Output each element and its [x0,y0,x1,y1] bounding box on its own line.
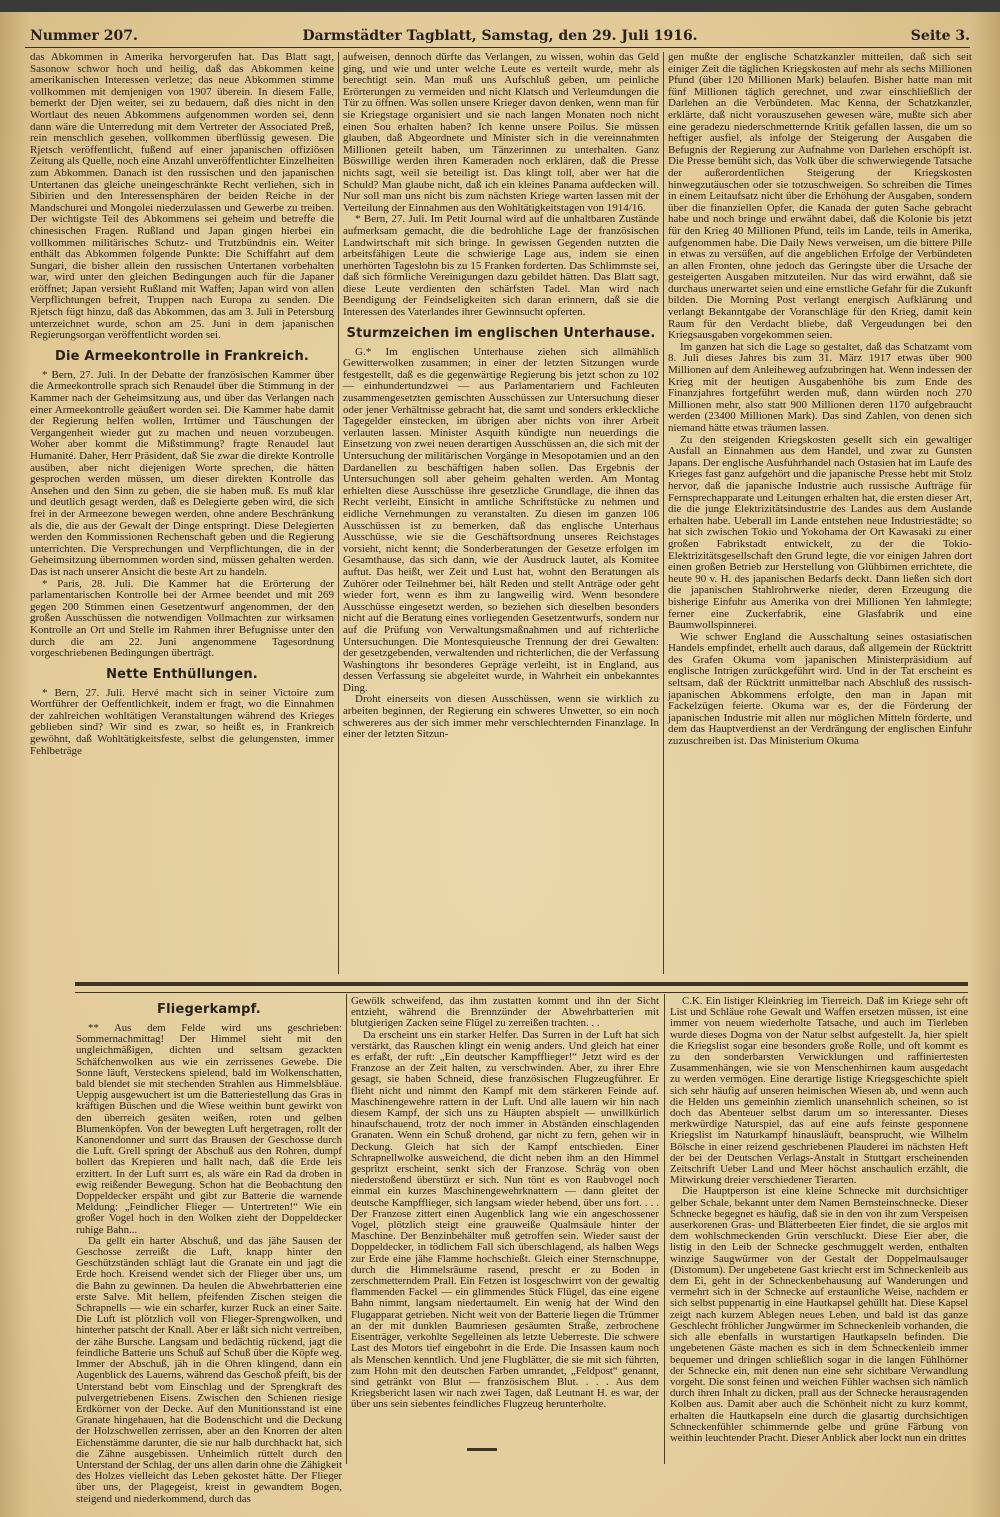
feuilleton-divider [75,982,968,993]
article-paragraph: * Bern, 27. Juli. Im Petit Journal wird auf die unhaltbaren Zustände aufmerksam gemacht, die die bedrohliche Lage der französischen Landwirtschaft mit sich bringe. In gewissen Gegenden nutzten die arbeitsfähigen Leute die schwierige Lage aus, indem sie einen unerhörten Tageslohn bis zu 15 Franken forderten. Das Schlimmste sei, daß sich förmliche Vereinigungen dazu gebildet hätten. Das Blatt sagt, diese Leute verdienten den schärfsten Tadel. Man wird nach Beendigung der Feindseligkeiten sich daran erinnern, daß sie die Interessen des Vaterlandes ihrer Gewinnsucht opferten. [343,213,659,319]
article-paragraph: Droht einerseits von diesen Ausschüssen, wenn sie wirklich zu arbeiten beginnen, der Regierung ein schweres Unwetter, so ein noch schwereres aus der sich immer mehr verschlechternden Finanzlage. In einer der letzten Sitzun- [343,693,659,741]
article-paragraph: C.K. Ein listiger Kleinkrieg im Tierreich. Daß im Kriege sehr oft List und Schläue rohe Gewalt und Waffen ersetzen müssen, ist eine immer von neuem wiederholte Tatsache, und auch im Tierleben wurde dieses Dogma von der Natur selbst aufgestellt. Ja, hier spielt die Kriegslist sogar eine besonders große Rolle, und oft kommt es zu den sonderbarsten Verwicklungen und raffiniertesten Zusammenhängen, wie sie von Menschenhirnen kaum ausgedacht zu werden vermögen. Eine derartige listige Kriegsgeschichte spielt sich sehr häufig auf unseren heimischen Wiesen ab, und wenn auch die Helden uns gemeinhin ziemlich unansehnlich scheinen, so ist doch das Abenteuer selbst darum um so interessanter. Dieses merkwürdige Naturspiel, das auf eine aufs feinste gesponnene Kriegslist im Naturkampf hinausläuft, beansprucht, wie Wilhelm Bölsche in einer reizend geschriebenen Plauderei im nächsten Heft der bei der Deutschen Verlags-Anstalt in Stuttgart erscheinenden Zeitschrift Ueber Land und Meer höchst anschaulich erzählt, die Mitwirkung dreier verschiedener Tierarten. [670,995,968,1187]
article-paragraph: Die Hauptperson ist eine kleine Schnecke mit durchsichtiger gelber Schale, bekannt unter dem Namen Bernsteinschnecke. Dieser Schnecke begegnet es häufig, daß sie in den von ihr zum Verspeisen auserkorenen Gras- und Blätterbeeten Eier findet, die sie arglos mit dem wohlschmeckenden Grün verschluckt. Diese Eier aber, die listig in den Leib der Schnecke geschmuggelt werden, enthalten winzige Saugwürmer von der Gestalt der Doppelmaulsauger (Distomum). Der ungebetene Gast kriecht erst im Schneckenleib aus dem Ei, geht in der Schneckenbehausung auf Wanderungen und vermehrt sich in der Schnecke auf erstaunliche Weise, nachdem er sich selbst puppenartig in eine Hautkapsel gehüllt hat. Diese Kapsel zeigt nach kurzem Ablegen neues Leben, und bald ist das ganze Geschlecht fröhlicher Jungwürmer im Schneckenleib vorhanden, die sich alle ebenfalls in wurstartigen Hautkapseln befinden. Die ungebetenen Gäste machen es sich in dem Schneckenleib immer bequemer und dringen schließlich sogar in die langen Fühlhörner der Schnecke ein, mit denen nun eine sehr sichtbare Verwandlung vorgeht. Die sonst feinen und weichen Fühler wachsen sich nämlich durch ihren Inhalt zu dicken, prall aus der Schnecke herausragenden Kolben aus. Damit aber auch die Schönheit nicht zu kurz kommt, erhalten die Hautkapseln eine durch die glasartig durchsichtigen Schneckenfühler schimmernde gelbe und grüne Färbung von weithin leuchtender Pracht. Dieser Anblick aber lockt nun ein drittes [670,1185,968,1444]
column-divider [663,52,664,974]
article-paragraph: aufweisen, dennoch dürfte das Verlangen, zu wissen, wohin das Geld ging, und wie und unter welche Leute es verteilt wurde, mehr als berechtigt sein. Man muß uns Aufschluß geben, um peinliche Erörterungen zu vermeiden und nicht Klatsch und Verleumdungen die Tür zu öffnen. Was sollen unsere Krieger davon denken, wenn man für sie Kriegstage organisiert und sie nach langen Monaten noch nicht einen Sou erhalten haben? Ich kenne unsere Poilus. Sie müssen glauben, daß Abgeordnete und Minister sich in die vereinnahmten Millionen geteilt haben, um Tänzerinnen zu unterhalten. Ganz Böswillige werden ihren Kameraden noch erklären, daß die Presse nichts sagt, weil sie beteiligt ist. Das klingt toll, aber wer hat die Schuld? Man glaube nicht, daß ich ein kleines Panama aufdecken will. Nur soll man uns nicht bis zum nächsten Kriege warten lassen mit der Verteilung der Einnahmen aus den Wohltätigkeitstagen von 1914/16. [343,51,659,214]
article-paragraph: * Paris, 28. Juli. Die Kammer hat die Erörterung der parlamentarischen Kontrolle bei der Armee beendet und mit 269 gegen 200 Stimmen einen Gesetzentwurf angenommen, der den großen Ausschüssen die notwendigen Vollmachten zur wirksamen Kontrolle an Ort und Stelle im Rahmen ihrer Befugnisse unter den durch die am 22. Juni angenommene Tagesordnung vorgeschriebenen Bedingungen überträgt. [30,577,334,660]
article-paragraph: * Bern, 27. Juli. In der Debatte der französischen Kammer über die Armeekontrolle sprach sich Renaudel über die Stimmung in der Kammer nach der Geheimsitzung aus, und über das Verlangen nach einer Armeekontrolle geäußert worden sei. Die Kammer habe damit der Regierung helfen wollen, Irrtümer und Täuschungen der Vergangenheit wieder gut zu machen und neuen vorzubeugen. Woher aber kommt die Mißstimmung? fragte Renaudel laut Humanité. Daher, Herr Präsident, daß Sie zwar die direkte Kontrolle ausüben, aber nicht diejenigen Worte sprechen, die hätten gesprochen werden müssen, um dieser direkten Kontrolle das Ansehen und den Sinn zu geben, die sie haben muß. Es muß klar und deutlich gesagt werden, daß es Delegierte geben wird, die sich frei in der Armeezone bewegen werden, ohne andere Beschränkung als die, die aus der Gewalt der Dinge entspringt. Diese Delegierten werden den Kommissionen Rechenschaft geben und die Regierung unterrichten. Die Versprechungen und Verpflichtungen, die in der Geheimsitzung übernommen worden sind, müssen gehalten werden. Das ist nach unserer Ansicht die beste Art zu handeln. [30,368,334,578]
article-headline: Die Armeekontrolle in Frankreich. [54,348,310,364]
scan-edge [0,0,1000,12]
article-paragraph: ** Aus dem Felde wird uns geschrieben: Sommernachmittag! Der Himmel sieht mit den ungleichmäßigen, dichten und seltsam gezackten Schäfchenwolken aus wie ein zerrissenes Gewebe. Die Sonne läuft, Versteckens spielend, bald im Wolkenschatten, bald blendet sie mit stechenden Strahlen aus Himmelsbläue. Ueppig ausgewuchert ist um die Batteriestellung das Gras in kräftigen Büschen und die Wiese weithin bunt gewirkt von den überreich gesäten weißen, roten und gelben Blumenköpfen. Von der bewegten Luft hergetragen, rollt der Kanonendonner und surrt das Brausen der Geschosse durch die Luft. Grell springt der Abschuß aus den Rohren, dumpf bollert das Krepieren und hallt nach, daß die Erde leis erzittert. In der Luft surrt es, als wäre ein Rad da droben in ewig reißender Bewegung. Schon hat die Beobachtung den Doppeldecker erspäht und gibt zur Batterie die warnende Meldung: „Feindlicher Flieger — Untertreten!“ Wie ein großer Vogel hoch in den Wolken zieht der Doppeldecker ruhige Bahn... [76,1022,342,1236]
column-divider [664,994,665,1464]
article-paragraph: Da gellt ein harter Abschuß, und das jähe Sausen der Geschosse zerreißt die Luft, knapp hinter den Geschützständen schlägt laut die Granate ein und jagt die Erde hoch. Kreisend wendet sich der Flieger über uns, um die Bahn zu gewinnen. Da heulen die Abwehrbatterien eine erste Salve. Mit hellem, pfeifenden Zischen steigen die Schrapnells — wie ein scharfer, kurzer Ruck an einer Saite. Die Luft ist plötzlich voll von Flieger-Sprengwolken, und hinterher patscht der Knall. Aber er läßt sich nicht vertreiben, der zähe Bursche. Langsam und bedächtig rückend, jagt die feindliche Batterie uns Schuß auf Schuß über die Köpfe weg. Immer der Abschuß, jäh in die Ohren klingend, dann ein Augenblick des Lauerns, während das Geschoß pfeift, bis der Unterstand bebt vom Einschlag und der Sprengkraft des pulvergetriebenen Eisens. Zwischen den Schienen riesige Erdkörner von der Decke. Auf den Munitionsstand ist eine Granate hingehauen, hat die Bodenschicht und die Deckung der Holzschwellen zerrissen, aber an den Knorren der alten Eichenstämme darunter, die sie nur halb durchhackt hat, sich die Zähne ausgebissen. Unheimlich rüttelt durch den Unterstand der Schlag, der uns allen darin ohne die Zähigkeit des Holzes vielleicht das Leben gekostet hätte. Der Flieger über uns, der Plagegeist, kreist in gewandtem Bogen, steigend und niederkommend, durch das [76,1234,342,1505]
masthead-title: Darmstädter Tagblatt, Samstag, den 29. Juli 1916. [302,28,698,44]
article-paragraph: Im ganzen hat sich die Lage so gestaltet, daß das Schatzamt vom 8. Juli dieses Jahres bis zum 31. März 1917 etwas über 900 Millionen auf dem Anleiheweg aufzubringen hat. Wenn indessen der Krieg mit der heutigen Ausgabenhöhe bis zum Ende des Finanzjahres fortgeführt werden muß, dann würden noch 270 Millionen mehr, also statt 900 Millionen deren 1170 aufgebraucht werden (23400 Millionen Mark). Das sind Zahlen, von denen sich niemand hätte etwas träumen lassen. [668,340,972,434]
article-paragraph: das Abkommen in Amerika hervorgerufen hat. Das Blatt sagt, Sasonow schwor hoch und heilig, daß das Abkommen keine amerikanischen Interessen verletze; das neue Abkommen stimme vollkommen mit demjenigen von 1907 überein. In diesem Falle, bemerkt der Djen weiter, sei zu bedauern, daß dies nicht in den Wortlaut des neuen Abkommens aufgenommen worden sei, denn dann wäre die Unterredung mit dem Vertreter der Associated Preß, rein menschlich gesehen, vollkommen überflüssig gewesen. Die Rjetsch veröffentlicht, fußend auf einer japanischen offiziösen Zeitung als Quelle, noch eine Anzahl unveröffentlichter Einzelheiten zum Abkommen. Danach ist den russischen und den japanischen Untertanen das gleiche uneingeschränkte Recht verliehen, sich in Sibirien und den Interessensphären der beiden Reiche in der Mandschurei und Mongolei niederzulassen und Gewerbe zu treiben. Der wichtigste Teil des Abkommens sei geheim und betreffe die chinesischen Fragen. Rußland und Japan gingen hierbei ein vollkommen militärisches Schutz- und Trutzbündnis ein. Weiter enthält das Abkommen folgende Punkte: Die Schiffahrt auf dem Sungari, die bisher allein den russischen Untertanen vorbehalten war, wird unter den gleichen Bedingungen auch für die Japaner eröffnet; Japan versieht Rußland mit Waffen; Japan wird von allen Verpflichtungen befreit, Truppen nach Europa zu senden. Die Rjetsch fügt hinzu, daß das Abkommen, das am 3. Juli in Petersburg unterzeichnet wurde, schon am 25. Juni in dem japanischen Regierungsorgan veröffentlicht worden sei. [30,51,334,342]
article-paragraph: Zu den steigenden Kriegskosten gesellt sich ein gewaltiger Ausfall an Einnahmen aus dem Handel, und zwar zu Gunsten Japans. Der englische Ausfuhrhandel nach Ostasien hat im Laufe des Krieges fast ganz aufgehört und die japanische Presse hebt mit Stolz hervor, daß die japanische Industrie auch russische Aufträge für Fernsprechapparate und Leitungen erhalten hat, die ersten dieser Art, die die junge Elektrizitätsindustrie des Landes aus dem Auslande erhalten habe. Ueberall im Lande entstehen neue Industriestädte; so hat sich zwischen Tokio und Yokohama der Ort Kawasaki zu einer großen Fabrikstadt entwickelt, zu der die Tokio-Elektrizitätsgesellschaft den Grund legte, die vor einigen Jahren dort einen großen Betrieb zur Herstellung von Glühbirnen errichtete, die heute 90 v. H. des japanischen Bedarfs deckt. Dann ließen sich dort die japanischen Stahlrohrwerke nieder, deren Erzeugung die bisherige Einfuhr aus Amerika von drei Millionen Yen lahmlegte; ferner eine Zuckerfabrik, eine Glasfabrik und eine Baumwollspinnerei. [668,433,972,632]
column-divider [346,994,347,1464]
feuilleton-column-1 [76,996,342,1505]
issue-number: Nummer 207. [30,28,138,44]
column-1 [30,52,334,757]
article-paragraph: G.* Im englischen Unterhause ziehen sich allmählich Gewitterwolken zusammen; in einer der letzten Sitzungen wurde festgestellt, daß es die gegenwärtige Regierung bis jetzt schon zu 102 — einhundertundzwei — aus Parlamentariern und Fachleuten zusammengesetzten gemischten Ausschüssen zur Untersuchung dieser oder jener Verhältnisse gebracht hat, die samt und sonders erkleckliche Tagegelder einstecken, im übrigen aber nichts von ihrer Arbeit verlauten lassen. Minister Asquith kündigte nun neuerdings die Einsetzung von zwei neuen derartigen Ausschüssen an, die sich mit der Untersuchung der militärischen Vorgänge in Mesopotamien und an den Dardanellen zu beschäftigen haben sollen. Das Ergebnis der Untersuchungen soll aber geheim gehalten werden. Am Montag erhielten diese Ausschüsse ihre gesetzliche Grundlage, die ihnen das Recht verleiht, Einsicht in amtliche Schriftstücke zu nehmen und eidliche Vernehmungen zu veranstalten. Zu diesen im ganzen 106 Ausschüssen ist zu bemerken, daß das englische Unterhaus Ausschüsse, wie sie die Geschäftsordnung unseres Reichstages vorsieht, nicht kennt; die Sonderberatungen der Gesetze erfolgen im Gesamthause, das sich dann, wie der Ausdruck lautet, als Komitee auftut. Das heißt, wer Zeit und Lust hat, wohnt den Beratungen als Zuhörer oder Teilnehmer bei, hält Reden und stellt Anträge oder geht wieder fort, wenn es ihm zu langweilig wird. Wenn besondere Ausschüsse eingesetzt werden, so beziehen sich dieselben besonders nicht auf die Beratung eines vorliegenden Gesetzentwurfs, sondern nur auf die Prüfung von Verwaltungsmaßnahmen und auf richterliche Untersuchungen. Die Montesquieusche Trennung der drei Gewalten: der gesetzgebenden, verwaltenden und richterlichen, die der Verfassung Washingtons ihr besonderes Gepräge verleiht, ist in England, aus dessen Verfassung sie abgeleitet wurde, in Wahrheit ein unbekanntes Ding. [343,345,659,694]
article-paragraph: Wie schwer England die Ausschaltung seines ostasiatischen Handels empfindet, erhellt auch daraus, daß allgemein der Rücktritt des Grafen Okuma vom japanischen Ministerpräsidium auf englische Intrigen zurückgeführt wird. Und in der Tat erscheint es seltsam, daß der Rücktritt unmittelbar nach Abschluß des russisch-japanischen Abkommens erfolgte, den man in Japan mit Fackelzügen feierte. Okuma war es, der die Förderung der japanischen Industrie mit allen nur möglichen Mitteln förderte, und dem das Hauptverdienst an der Verdrängung der englischen Einfuhr zuzuschreiben ist. Das Ministerium Okuma [668,630,972,748]
header-rule [25,47,970,48]
feuilleton-column-2 [351,996,659,1411]
article-paragraph: Da erscheint uns ein starker Helfer. Das Surren in der Luft hat sich verstärkt, das Rauschen klingt ein wenig anders. Und gleich hat einer es erfaßt, der ruft: „Ein deutscher Kampfflieger!“ Jetzt wird es der Franzose an der Zeit halten, zu verschwinden. Aber, zu ihrer Ehre gesagt, sie haben Schneid, diese französischen Flugzeugführer. Er flieht nicht und nimmt den Kampf mit dem stärkeren Feinde auf. Maschinengewehre rattern in der Luft. Und alle lauern wir hin nach diesem Kampf, der sich uns zu Häupten abspielt — unwillkürlich hinaufschauend, trotz der noch immer in Abständen einschlagenden Granaten. Wenn ein Schuß drohend, gar nicht zu fern, gehen wir in Deckung. Gleich hat sich der Kampf entschieden. Einer Schrapnellwolke ausweichend, die dicht neben ihm an den Himmel gespritzt erscheint, senkt sich der Franzose. Schräg von oben niederstoßend überstürzt er sich. Nun tönt es von Raubvogel noch einmal ein kurzes Maschinengewehrknattern — dann gleitet der deutsche Kampfflieger, sich langsam wieder hebend, über uns fort. . . . Der Franzose zittert einen Augenblick lang wie ein angeschossener Vogel, plötzlich steigt eine grauweiße Qualmsäule hinter der Maschine. Der Benzinbehälter muß getroffen sein. Wieder saust der Doppeldecker, in tödlichem Fall sich überschlagend, als halben Wegs zur Erde eine jähe Flamme hochschießt. Gleich einer Sternschnuppe, durch die Himmelsräume rasend, prescht er zu Boden in zerschmetterndem Prall. Ein Fetzen ist losgeschwirrt von der gewaltig flammenden Fackel — ein glimmendes Stück Flügel, das eine eigene Bahn nimmt, langsam niedertaumelt. Ein wenig hat der Wind den Flugapparat getrieben. Nicht weit von der Batterie liegen die Trümmer an der mit dunklen Baumriesen gesäumten Straße, zerbrochene Eisenträger, verkohlte Segelleinen als letzte Ueberreste. Die schwere Last des Motors tief eingebohrt in die Erde. Die Insassen kaum noch als Menschen kenntlich. Und jene Flugblätter, die sie mit sich führten, zum Hohn mit den deutschen Farben umrandet, „Feldpost“ genannt, sind getränkt von Blut — französischem Blut. . . . Aus dem Kriegsbericht lasen wir nach zwei Tagen, daß Leutnant H. es war, der über uns sein siebentes feindliches Flugzeug herunterholte. [351,1028,659,1411]
column-2 [343,52,659,741]
article-paragraph: Gewölk schweifend, das ihm zustatten kommt und ihn der Sicht entzieht, während die Brennzünder der Abwehrbatterien mit blutgierigen Zacken seine Flügel zu zerreißen trachten. . . [351,995,659,1030]
page-number: Seite 3. [910,28,970,44]
article-paragraph: gen mußte der englische Schatzkanzler mitteilen, daß sich seit einiger Zeit die täglichen Kriegskosten auf mehr als sechs Millionen Pfund (über 120 Millionen Mark) belaufen. Bisher hatte man mit fünf Millionen täglich gerechnet, und zwar einschließlich der Darlehen an die Verbündeten. Mac Kenna, der Schatzkanzler, erklärte, daß nicht vorauszusehen gewesen wäre, mußte sich aber eine geradezu niederschmetternde Kritik gefallen lassen, die um so heftiger ausfiel, als infolge der Steigerung der Ausgaben die Befugnis der Regierung zur Aufnahme von Darlehen erschöpft ist. Die Presse bemüht sich, das Volk über die schwerwiegende Tatsache der außerordentlichen Steigerung der Kriegskosten hinwegzutäuschen oder sie totzuschweigen. So schreiben die Times in einem Leitaufsatz nicht über die Erhöhung der Ausgaben, sondern über die finanziellen Opfer, die Kanada der guten Sache gebracht habe und noch bringe und erwähnt dabei, daß die Kolonie bis jetzt für den Krieg 40 Millionen Pfund, teils im Lande, teils in Amerika, aufgenommen habe. Die Daily News verweisen, um die bittere Pille in etwas zu versüßen, auf die angeblichen Erfolge der Verbündeten an allen Fronten, ohne jedoch das Geringste über die Ursache der gesteigerten Ausgaben mitzuteilen. Nur das wird erwähnt, daß sie durchaus unerwartet seien und eine ernstliche Gefahr für die Zukunft bilden. Die Morning Post verlangt energisch Aufklärung und verlangt Bekanntgabe der Voranschläge für den Krieg, damit kein Raum für den Verdacht bliebe, daß Vergeudungen bei den Kriegsausgaben vorgekommen seien. [668,51,972,342]
column-3 [668,52,972,748]
page-header [30,24,970,46]
column-divider [338,52,339,974]
article-headline: Fliegerkampf. [157,1002,261,1017]
feuilleton-column-3 [670,996,968,1444]
article-paragraph: * Bern, 27. Juli. Hervé macht sich in seiner Victoire zum Wortführer der Oeffentlichkeit, indem er fragt, wo die Einnahmen der zahlreichen wohltätigen Veranstaltungen während des Krieges geblieben sind? Wir sind es zwar, so heißt es, in Frankreich gewöhnt, daß Wohltätigkeitsfeste, selbst die gelungensten, immer Fehlbeträge [30,686,334,757]
article-headline: Nette Enthüllungen. [106,666,258,682]
article-end-rule [467,1448,497,1451]
article-headline: Sturmzeichen im englischen Unterhause. [346,325,656,341]
